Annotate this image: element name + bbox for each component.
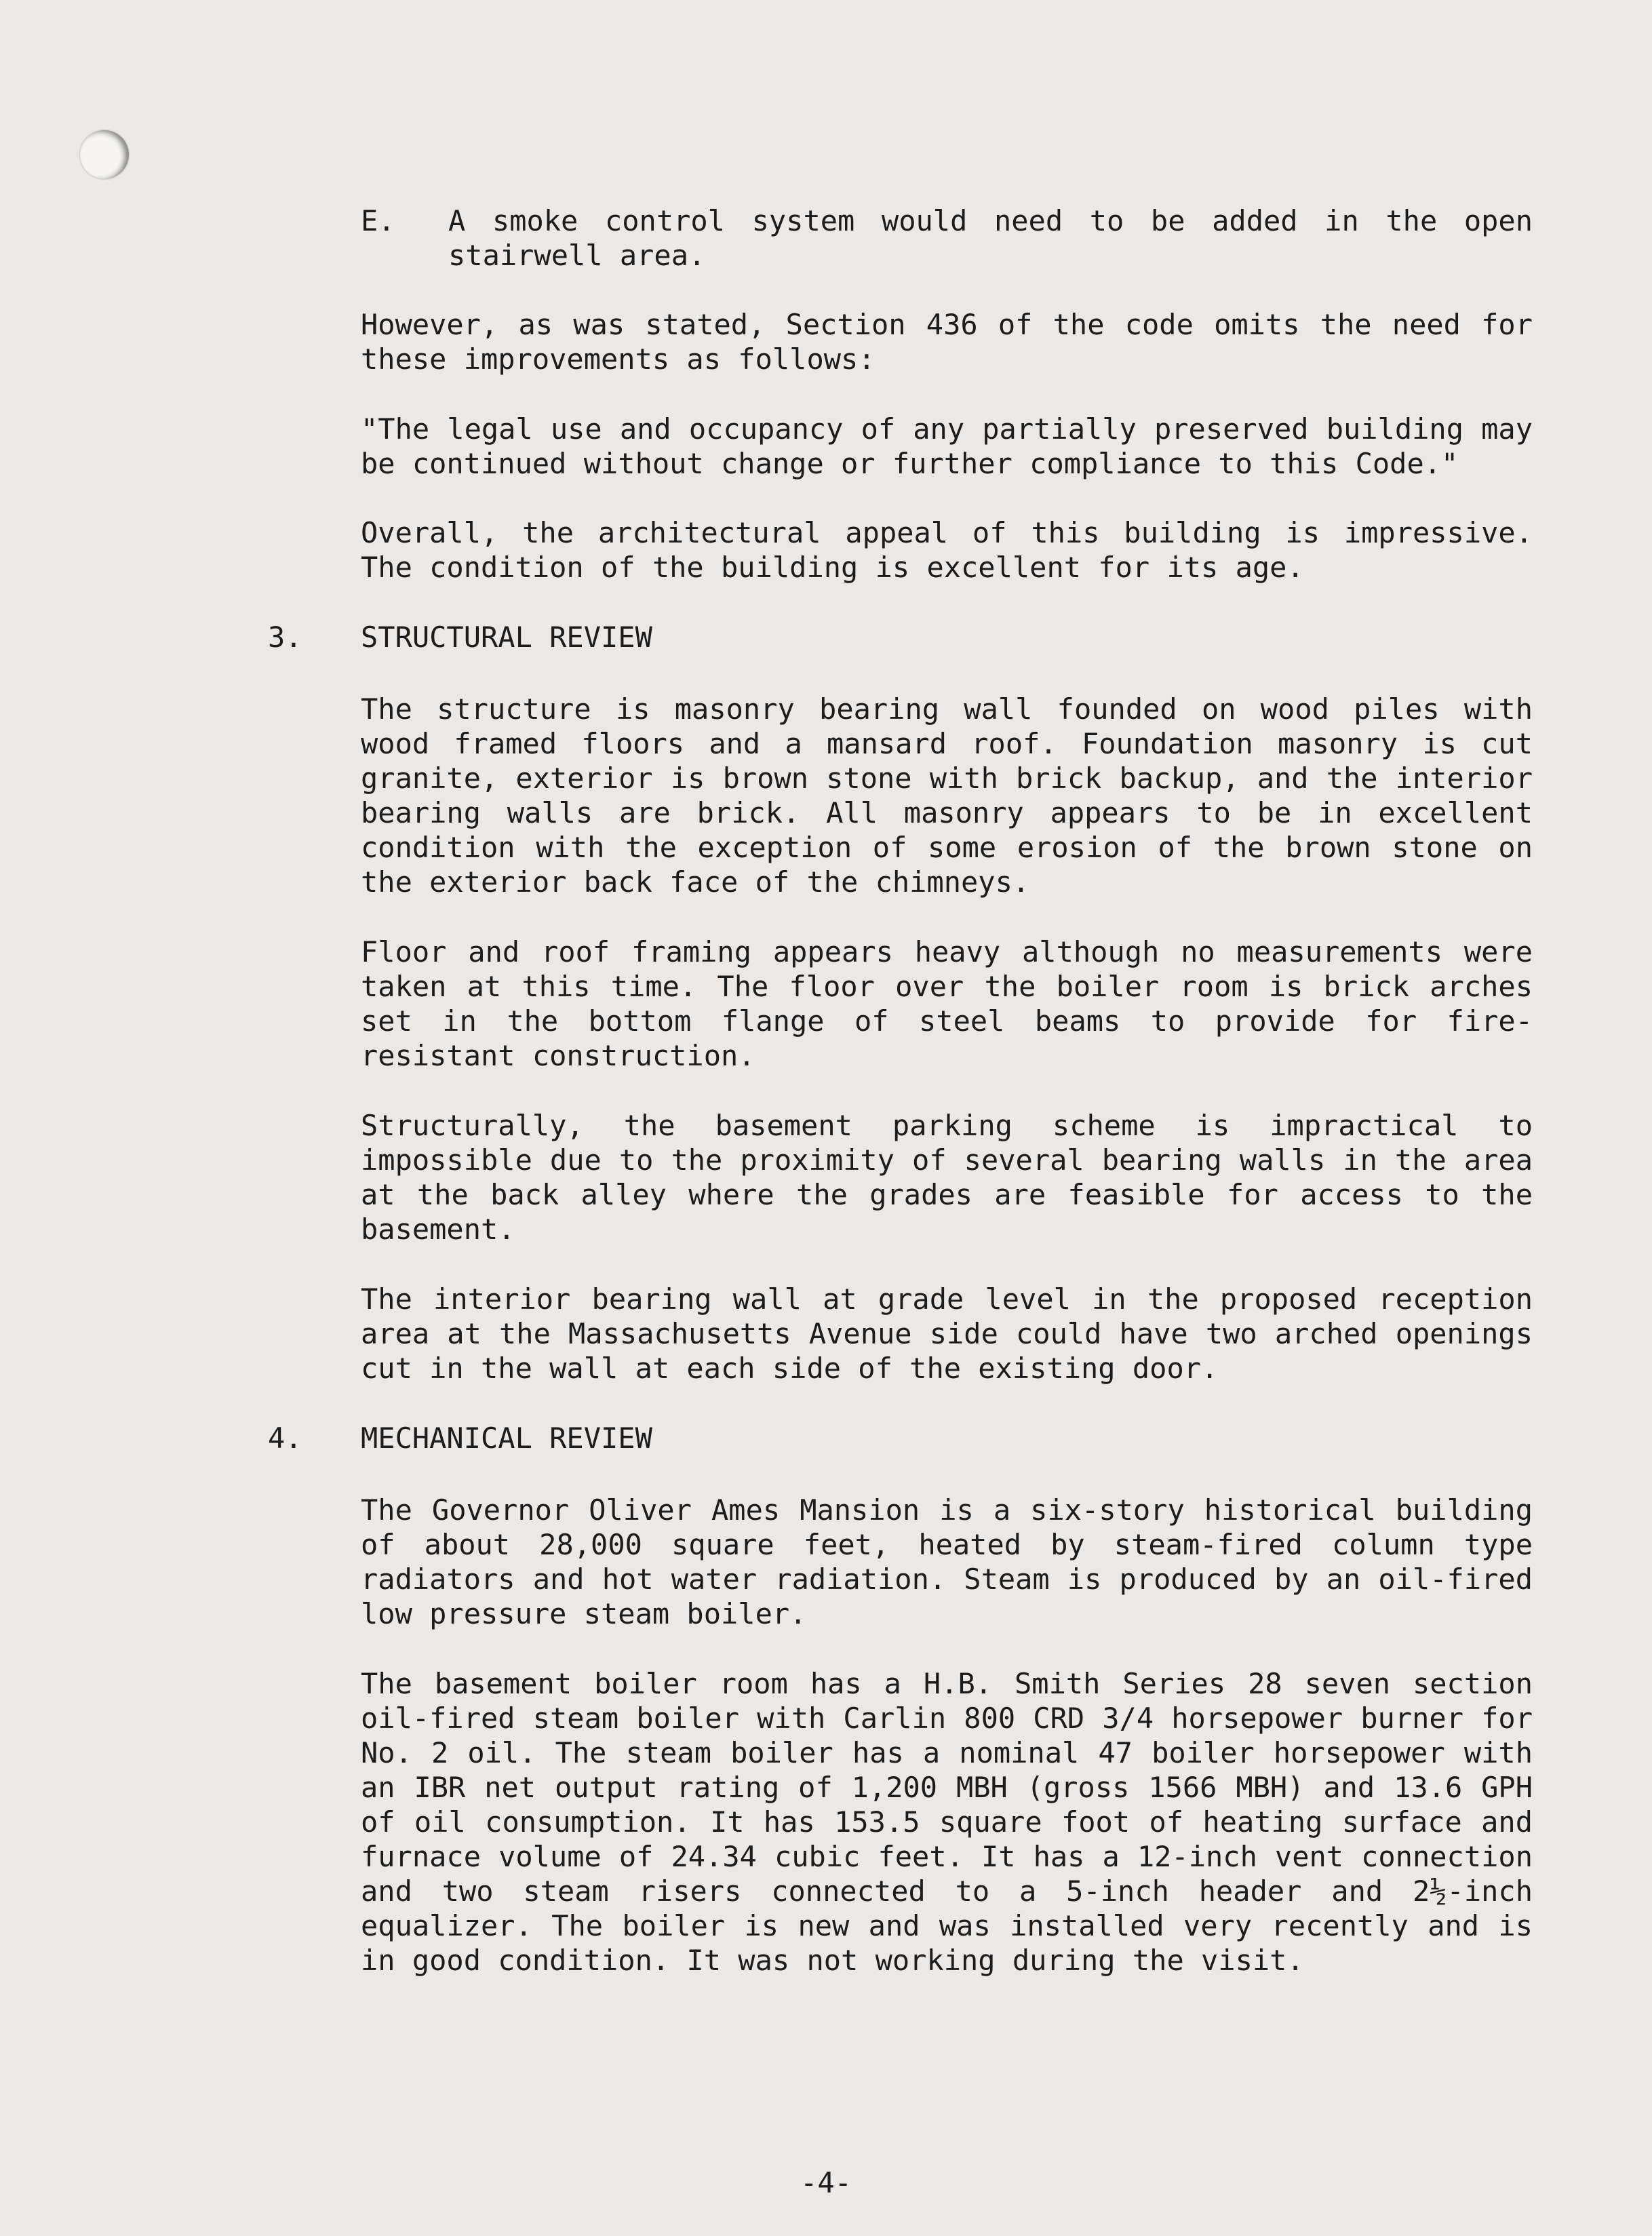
punch-hole xyxy=(80,130,129,179)
section-number: 3. xyxy=(268,621,302,654)
structural-paragraph: The interior bearing wall at grade level in the proposed reception area at the Massachusetts Avenue side could have two arched openings cut in the wall at each side of the existing door. xyxy=(361,1282,1533,1385)
paragraph-however: However, as was stated, Section 436 of the code omits the need for these improvements as follows: xyxy=(361,308,1533,376)
paragraph-quote: "The legal use and occupancy of any partially preserved building may be continued without change or further compliance to this Code." xyxy=(361,412,1533,480)
section-title: STRUCTURAL REVIEW xyxy=(361,621,652,654)
list-item-marker: E. xyxy=(361,204,395,237)
structural-paragraph: The structure is masonry bearing wall founded on wood piles with wood framed floors and a mansard roof. Foundation masonry is cut granite, exterior is brown stone with brick backup, and the interior bearing walls are brick. All masonry appears to be in excellent condition with the exception of some erosion of the brown stone on the exterior back face of the chimneys. xyxy=(361,692,1533,899)
page-number: -4- xyxy=(800,2166,852,2199)
section-title: MECHANICAL REVIEW xyxy=(361,1421,652,1455)
list-item-e xyxy=(268,203,1533,273)
structural-paragraph: Floor and roof framing appears heavy although no measurements were taken at this time. The floor over the boiler room is brick arches set in the bottom flange of steel beams to provide for fire-resistant construction. xyxy=(361,935,1533,1072)
paragraph-overall: Overall, the architectural appeal of this building is impressive. The condition of the building is excellent for its age. xyxy=(361,516,1533,584)
mechanical-paragraph: The basement boiler room has a H.B. Smith Series 28 seven section oil-fired steam boiler with Carlin 800 CRD 3/4 horsepower burner for No. 2 oil. The steam boiler has a nominal 47 boiler horsepower with an IBR net output rating of 1,200 MBH (gross 1566 MBH) and 13.6 GPH of oil consumption. It has 153.5 square foot of heating surface and furnace volume of 24.34 cubic feet. It has a 12-inch vent connection and two steam risers connected to a 5-inch header and 2½-inch equalizer. The boiler is new and was installed very recently and is in good condition. It was not working during the visit. xyxy=(361,1667,1533,1977)
structural-paragraph: Structurally, the basement parking scheme is impractical to impossible due to the proximity of several bearing walls in the area at the back alley where the grades are feasible for access to the basement. xyxy=(361,1109,1533,1246)
page-content xyxy=(268,203,1533,1978)
mechanical-paragraph: The Governor Oliver Ames Mansion is a six-story historical building of about 28,000 square feet, heated by steam-fired column type radiators and hot water radiation. Steam is produced by an oil-fired low pressure steam boiler. xyxy=(361,1493,1533,1630)
section-heading-structural xyxy=(268,620,1533,654)
section-heading-mechanical xyxy=(268,1421,1533,1455)
list-item-text: A smoke control system would need to be added in the open stairwell area. xyxy=(448,204,1533,272)
section-number: 4. xyxy=(268,1421,302,1455)
